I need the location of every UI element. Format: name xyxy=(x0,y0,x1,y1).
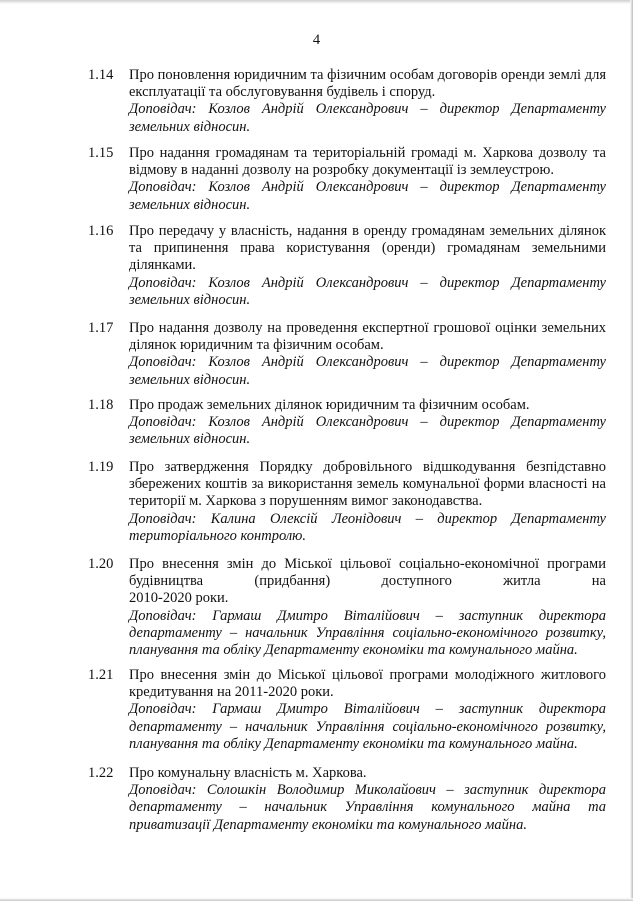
item-title: Про продаж земельних ділянок юридичним та фізичним особам. xyxy=(129,397,530,413)
item-number: 1.21 xyxy=(88,667,114,683)
item-body xyxy=(129,556,606,659)
item-number: 1.14 xyxy=(88,67,114,83)
item-number: 1.16 xyxy=(88,223,114,239)
item-title: Про надання дозволу на проведення експертної грошової оцінки земельних ділянок юридичним та фізичним особам. xyxy=(129,320,606,354)
item-number: 1.20 xyxy=(88,556,114,572)
item-body xyxy=(129,667,606,753)
item-number: 1.17 xyxy=(88,320,114,336)
item-title: Про внесення змін до Міської цільової соціально-економічної програми будівництва (придбання) доступного житла на xyxy=(129,556,606,590)
item-speaker: Доповідач: Козлов Андрій Олександрович – директор Департаменту земельних відносин. xyxy=(129,414,606,448)
item-title-end: 2010-2020 роки. xyxy=(129,590,229,607)
item-title: Про комунальну власність м. Харкова. xyxy=(129,765,367,781)
item-title: Про внесення змін до Міської цільової програми молодіжного житлового кредитування на 2011-2020 роки. xyxy=(129,667,606,701)
scan-edge-top xyxy=(0,0,633,4)
item-body xyxy=(129,145,606,214)
item-body xyxy=(129,397,606,449)
item-title: Про поновлення юридичним та фізичним особам договорів оренди землі для експлуатації та обслуговування будівель і споруд. xyxy=(129,67,606,101)
item-speaker: Доповідач: Козлов Андрій Олександрович – директор Департаменту земельних відносин. xyxy=(129,179,606,213)
item-body xyxy=(129,765,606,834)
item-number: 1.18 xyxy=(88,397,114,413)
item-speaker: Доповідач: Козлов Андрій Олександрович – директор Департаменту земельних відносин. xyxy=(129,354,606,388)
item-body xyxy=(129,223,606,309)
item-speaker: Доповідач: Калина Олексій Леонідович – директор Департаменту територіального контролю. xyxy=(129,510,606,544)
item-number: 1.15 xyxy=(88,145,114,161)
page-number: 4 xyxy=(312,32,321,48)
item-body xyxy=(129,67,606,136)
item-title: Про надання громадянам та територіальній громаді м. Харкова дозволу та відмову в наданні дозволу на розробку документації із землеустрою. xyxy=(129,145,606,179)
item-speaker: Доповідач: Гармаш Дмитро Віталійович – заступник директора департаменту – начальник Управління соціально-економічного розвитку, планування та обліку Департаменту економіки та комунального майна. xyxy=(129,701,606,752)
item-number: 1.19 xyxy=(88,459,114,475)
item-speaker: Доповідач: Козлов Андрій Олександрович – директор Департаменту земельних відносин. xyxy=(129,101,606,135)
item-number: 1.22 xyxy=(88,765,114,781)
item-speaker: Доповідач: Гармаш Дмитро Віталійович – заступник директора департаменту – начальник Управління соціально-економічного розвитку, планування та обліку Департаменту економіки та комунального майна. xyxy=(129,607,606,659)
item-title: Про передачу у власність, надання в оренду громадянам земельних ділянок та припинення права користування (оренди) громадянам земельними ділянками. xyxy=(129,223,606,274)
item-title: Про затвердження Порядку добровільного відшкодування безпідставно збережених коштів за використання земель комунальної форми власності на території м. Харкова з порушенням вимог законодавства. xyxy=(129,459,606,510)
item-speaker: Доповідач: Солошкін Володимир Миколайович – заступник директора департаменту – начальник Управління комунального майна та приватизації Департаменту економіки та комунального майна. xyxy=(129,782,606,833)
item-body xyxy=(129,320,606,389)
item-body xyxy=(129,459,606,545)
item-speaker: Доповідач: Козлов Андрій Олександрович – директор Департаменту земельних відносин. xyxy=(129,274,606,308)
